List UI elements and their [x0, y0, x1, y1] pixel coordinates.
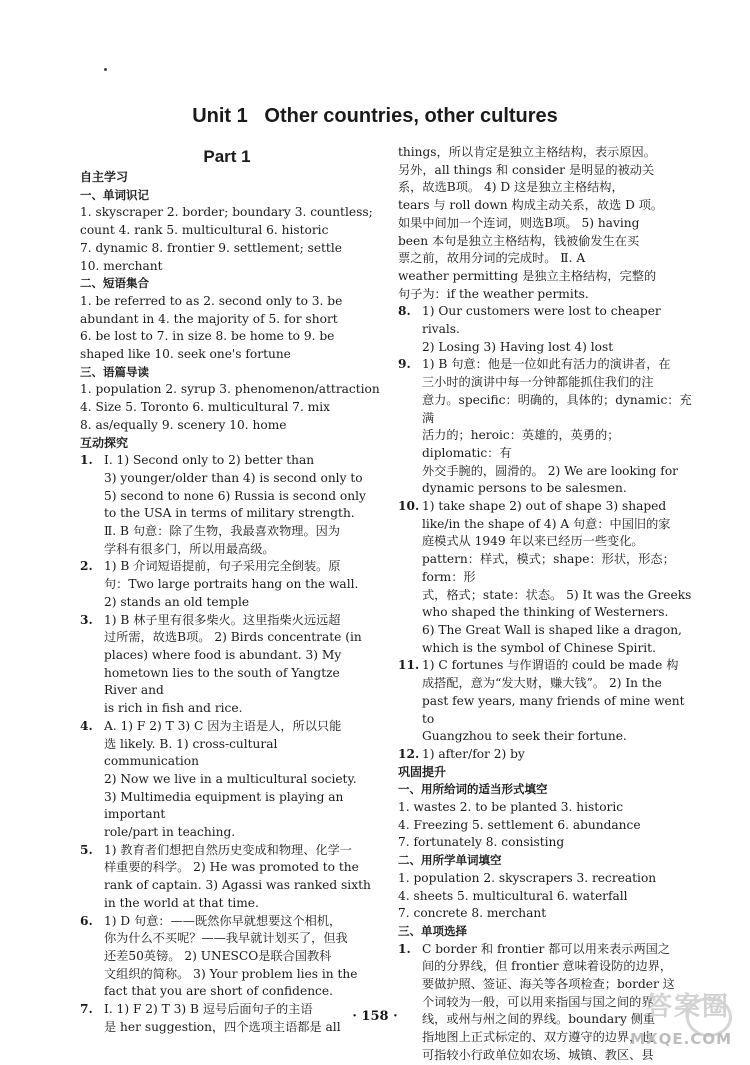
item-number: 2.: [80, 559, 93, 574]
text-line: 1. population 2. skyscrapers 3. recreation: [398, 870, 657, 885]
item-number: 9.: [398, 357, 411, 372]
text-line: 10. merchant: [80, 258, 163, 273]
answer-item: [80, 452, 374, 558]
answer-item: [398, 303, 694, 356]
item-text: Ⅰ. 1) F 2) T 3) B 逗号后面句子的主语 是 her suggestion，四个选项主语都是 all: [104, 1002, 341, 1034]
text-line: been 本句是独立主格结构，钱被偷发生在买: [398, 233, 640, 248]
text-line: 6. be lost to 7. in size 8. be home to 9. be: [80, 329, 335, 344]
item-number: 12.: [398, 746, 420, 761]
right-flow: [398, 144, 694, 1065]
dot-mark: [104, 68, 107, 71]
answer-item: [398, 356, 694, 498]
item-number: 7.: [80, 1002, 93, 1017]
item-text: 1) D 句意：——既然你早就想要这个相机， 你为什么不买呢？——我早就计划买了，但我 还差50英镑。 2) UNESCO是联合国教科 文组织的简称。 3) Your problem lies in the fact that you are short of confidence.: [104, 913, 358, 999]
page-number: · 158 ·: [352, 1009, 398, 1024]
item-number: 6.: [80, 913, 93, 928]
unit-title: Unit 1 Other countries, other cultures: [192, 105, 558, 127]
text-line: abundant in 4. the majority of 5. for short: [80, 311, 338, 326]
subsection-heading: 三、语篇导读: [80, 364, 149, 379]
answer-item: [398, 746, 694, 764]
subsection-heading: 二、用所学单词填空: [398, 853, 502, 868]
item-text: 1) 教育者们想把自然历史变成和物理、化学一 样重要的科学。 2) He was promoted to the rank of captain. 3) Agassi was ranked sixth in the world at that time.: [104, 842, 371, 910]
text-line: weather permitting 是独立主格结构，完整的: [398, 268, 657, 283]
text-line: 7. fortunately 8. consisting: [398, 835, 565, 850]
section-heading: 自主学习: [80, 170, 129, 184]
text-line: 票之前，故用分词的完成时。 Ⅱ. A: [398, 251, 586, 266]
text-line: 另外，all things 和 consider 是明显的被动关: [398, 162, 655, 177]
item-number: 1.: [80, 453, 93, 468]
text-line: 4. sheets 5. multicultural 6. waterfall: [398, 888, 628, 903]
item-number: 11.: [398, 658, 420, 673]
text-line: 系，故选B项。 4) D 这是独立主格结构，: [398, 180, 624, 195]
text-line: 1. population 2. syrup 3. phenomenon/attraction: [80, 382, 380, 397]
answer-item: [398, 657, 694, 746]
item-text: C border 和 frontier 都可以用来表示两国之 间的分界线，但 frontier 意味着设防的边界， 要做护照、签证、海关等各项检查；border 这 个词较为一般，可以用来指国与国之间的界 线，或州与州之间的界线。boundary 侧重 指地图上正式标定的、双方遵守的边界，也 可指较小行政单位如农场、城镇、教区、县: [422, 941, 675, 1062]
item-number: 1.: [398, 941, 411, 956]
item-number: 4.: [80, 718, 93, 733]
text-line: shaped like 10. seek one's fortune: [80, 347, 291, 362]
right-column: [398, 144, 694, 1065]
watermark-logo: [616, 992, 736, 1049]
subsection-heading: 二、短语集合: [80, 276, 149, 291]
answer-item: [80, 612, 374, 718]
text-line: things，所以肯定是独立主格结构，表示原因。: [398, 145, 656, 159]
answer-item: [80, 913, 374, 1002]
item-text: 1) B 句意：他是一位如此有活力的演讲者，在 三小时的演讲中每一分钟都能抓住我们的注 意力。specific：明确的，具体的；dynamic：充满 活力的；heroic：英雄的，英勇的；diplomatic：有 外交手腕的，圆滑的。 2) We are looking for dynamic persons to be salesmen.: [422, 357, 692, 496]
text-line: 1. be referred to as 2. second only to 3. be: [80, 293, 343, 308]
watermark-top-text: 答案圈: [645, 992, 730, 1022]
item-number: 3.: [80, 612, 93, 627]
item-number: 8.: [398, 304, 411, 319]
item-text: A. 1) F 2) T 3) C 因为主语是人，所以只能 选 likely. B. 1) cross-cultural communication 2) Now we live in a multicultural society. 3) Multimedia equipment is playing an important role/part in teaching.: [104, 718, 357, 840]
item-text: 1) B 林子里有很多柴火。这里指柴火远远超 过所需，故选B项。 2) Birds concentrate (in places) where food is abundant. 3) My hometown lies to the south of Yangtze River and is rich in fish and rice.: [104, 612, 362, 716]
section-heading: 巩固提升: [398, 764, 447, 779]
item-text: 1) B 介词短语提前，句子采用完全倒装。原 句：Two large portraits hang on the wall. 2) stands an old temple: [104, 559, 359, 609]
part-heading: Part 1: [203, 147, 251, 166]
text-line: 句子为：if the weather permits.: [398, 286, 589, 301]
item-text: 1) Our customers were lost to cheaper rivals. 2) Losing 3) Having lost 4) lost: [422, 304, 661, 354]
subsection-heading: 三、单项选择: [398, 923, 467, 938]
subsection-heading: 一、单词识记: [80, 187, 149, 202]
item-number: 5.: [80, 842, 93, 857]
watermark-bottom-text: MXQE.COM: [630, 1030, 732, 1049]
text-line: 1. wastes 2. to be planted 3. historic: [398, 800, 624, 815]
text-line: 8. as/equally 9. scenery 10. home: [80, 417, 287, 432]
text-line: 4. Freezing 5. settlement 6. abundance: [398, 817, 641, 832]
text-line: 7. concrete 8. merchant: [398, 906, 547, 921]
text-line: tears 与 roll down 构成主动关系，故选 D 项。: [398, 198, 664, 213]
answer-item: [80, 842, 374, 913]
section-heading: 互动探究: [80, 435, 129, 450]
item-text: Ⅰ. 1) Second only to 2) better than 3) younger/older than 4) is second only to 5) second to none 6) Russia is second only to the USA in terms of military strength. Ⅱ. B 句意：除了生物，我最喜欢物理。因为 学科有很多门，所以用最高级。: [104, 453, 366, 556]
item-text: 1) after/for 2) by: [422, 746, 525, 761]
text-line: 1. skyscraper 2. border; boundary 3. countless;: [80, 205, 373, 220]
text-line: count 4. rank 5. multicultural 6. historic: [80, 223, 329, 238]
text-line: 4. Size 5. Toronto 6. multicultural 7. mix: [80, 400, 331, 415]
answer-item: [80, 718, 374, 842]
item-text: 1) C fortunes 与作谓语的 could be made 构 成搭配，意为“发大财，赚大钱”。 2) In the past few years, many friends of mine went to Guangzhou to seek their fortune.: [422, 658, 685, 744]
answer-item: [80, 558, 374, 611]
subsection-heading: 一、用所给词的适当形式填空: [398, 782, 548, 797]
item-number: 10.: [398, 499, 420, 514]
text-line: 如果中间加一个连词，则选B项。 5) having: [398, 215, 640, 230]
text-line: 7. dynamic 8. frontier 9. settlement; settle: [80, 240, 342, 255]
item-text: 1) take shape 2) out of shape 3) shaped like/in the shape of 4) A 句意：中国旧的家 庭模式从 1949 年以来已经历一些变化。 pattern：样式，模式；shape：形状，形态；form：形 式，格式；state：状态。 5) It was the Greeks who shaped the thinking of Westerners. 6) The Great Wall is shaped like a dragon, which is the symbol of Chinese Spirit.: [422, 499, 692, 655]
answer-item: [398, 498, 694, 657]
